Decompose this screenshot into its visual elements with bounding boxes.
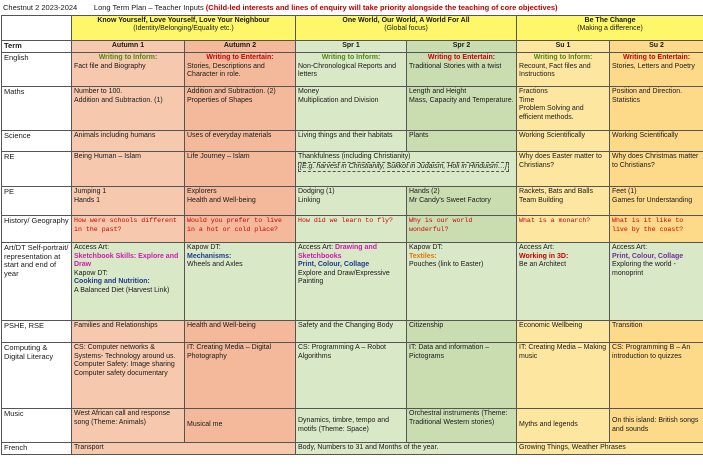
cell-science-spring-1: Living things and their habitats [296,131,407,152]
subject-label: Science [2,131,72,152]
cell-re-autumn-1: Being Human – Islam [72,152,185,187]
cell-maths-spring-1: Money Multiplication and Division [296,87,407,131]
cell-maths-autumn-1: Number to 100. Addition and Subtraction. (1) [72,87,185,131]
theme-band-spring: One World, Our World, A World For All (Global focus) [296,16,517,41]
cell-pshe-spring-1: Safety and the Changing Body [296,321,407,343]
subject-label: Maths [2,87,72,131]
term-spring-2: Spr 2 [407,41,517,53]
cell-english-spring-2: Writing to Entertain: Traditional Stories with a twist [407,53,517,87]
cell-english-autumn-2: Writing to Entertain: Stories, Descriptions and Character in role. [185,53,296,87]
term-label: Term [2,41,72,53]
cell-art-summer-1: Access Art: Working in 3D: Be an Architect [517,243,610,321]
plan-name: Long Term Plan – Teacher Inputs [93,3,204,12]
cell-computing-summer-1: IT: Creating Media – Making music [517,343,610,409]
subject-label: PSHE, RSE [2,321,72,343]
term-spring-1: Spr 1 [296,41,407,53]
term-autumn-1: Autumn 1 [72,41,185,53]
cell-computing-spring-1: CS: Programming A – Robot Algorithms [296,343,407,409]
cell-music-spring-1: Dynamics, timbre, tempo and motifs (Theme: Space) [296,409,407,443]
school-year: Chestnut 2 2023-2024 [3,3,78,12]
cell-music-summer-2: On this island: British songs and sounds [610,409,703,443]
cell-english-summer-1: Writing to Inform: Recount, Fact files and Instructions [517,53,610,87]
cell-history-summer-2: What is it like to live by the coast? [610,216,703,243]
cell-maths-autumn-2: Addition and Subtraction. (2) Properties of Shapes [185,87,296,131]
blank-corner [2,16,72,41]
theme-band-row [2,16,703,41]
row-art-dt [2,243,703,321]
plan-table [1,15,703,455]
term-autumn-2: Autumn 2 [185,41,296,53]
cell-history-summer-1: What is a monarch? [517,216,610,243]
cell-pshe-summer-2: Transition [610,321,703,343]
cell-science-summer-2: Working Scientifically [610,131,703,152]
cell-pe-summer-1: Rackets, Bats and Balls Team Building [517,187,610,216]
cell-re-autumn-2: Life Journey – Islam [185,152,296,187]
row-re [2,152,703,187]
cell-computing-autumn-2: IT: Creating Media – Digital Photography [185,343,296,409]
row-science [2,131,703,152]
cell-art-autumn-1: Access Art: Sketchbook Skills: Explore and Draw Kapow DT: Cooking and Nutrition: A Balanced Diet (Harvest Link) [72,243,185,321]
row-music [2,409,703,443]
theme-band-summer: Be The Change (Making a difference) [517,16,703,41]
cell-art-spring-2: Kapow DT: Textiles: Pouches (link to Easter) [407,243,517,321]
cell-art-spring-1: Access Art: Drawing and Sketchbooks Print, Colour, Collage Explore and Draw/Expressive Painting [296,243,407,321]
cell-pe-summer-2: Feet (1) Games for Understanding [610,187,703,216]
cell-maths-summer-1: Fractions Time Problem Solving and efficient methods. [517,87,610,131]
cell-music-spring-2: Orchestral instruments (Theme: Traditional Western stories) [407,409,517,443]
cell-french-spring: Body, Numbers to 31 and Months of the year. [296,443,517,455]
cell-music-autumn-1: West African call and response song (Theme: Animals) [72,409,185,443]
priority-note: (Child-led interests and lines of enquiry will take priority alongside the teaching of core objectives) [205,3,558,12]
row-maths [2,87,703,131]
cell-science-spring-2: Plants [407,131,517,152]
cell-pe-spring-2: Hands (2) Mr Candy's Sweet Factory [407,187,517,216]
cell-english-autumn-1: Writing to Inform: Fact file and Biography [72,53,185,87]
cell-science-autumn-2: Uses of everyday materials [185,131,296,152]
term-header-row [2,41,703,53]
cell-french-summer: Growing Things, Weather Phrases [517,443,703,455]
row-french [2,443,703,455]
cell-re-spring: Thankfulness (including Christianity) [E.g. harvest in Christianity, Sukkot in Judaism, Holi in Hinduism…] [296,152,517,187]
cell-computing-spring-2: IT: Data and information – Pictograms [407,343,517,409]
subject-label: RE [2,152,72,187]
cell-history-autumn-1: How were schools different in the past? [72,216,185,243]
row-computing [2,343,703,409]
row-pshe-rse [2,321,703,343]
cell-music-autumn-2: Musical me [185,409,296,443]
cell-history-autumn-2: Would you prefer to live in a hot or cold place? [185,216,296,243]
cell-pe-autumn-2: Explorers Health and Well-being [185,187,296,216]
subject-label: PE [2,187,72,216]
term-summer-2: Su 2 [610,41,703,53]
cell-maths-summer-2: Position and Direction. Statistics [610,87,703,131]
cell-computing-summer-2: CS: Programming B – An introduction to quizzes [610,343,703,409]
subject-label: Computing & Digital Literacy [2,343,72,409]
document-title [0,0,703,15]
subject-label: History/ Geography [2,216,72,243]
subject-label: English [2,53,72,87]
cell-music-summer-1: Myths and legends [517,409,610,443]
cell-pshe-autumn-1: Families and Relationships [72,321,185,343]
cell-pshe-autumn-2: Health and Well-being [185,321,296,343]
cell-english-spring-1: Writing to Inform: Non-Chronological Reports and letters [296,53,407,87]
term-summer-1: Su 1 [517,41,610,53]
cell-french-autumn: Transport [72,443,296,455]
subject-label: Art/DT Self-portrait/ representation at start and end of year [2,243,72,321]
cell-art-summer-2: Access Art: Print, Colour, Collage Exploring the world - monoprint [610,243,703,321]
cell-computing-autumn-1: CS: Computer networks & Systems- Technology around us. Computer Safety: Image sharing Computer safety documentary [72,343,185,409]
row-english [2,53,703,87]
cell-history-spring-2: Why is our world wonderful? [407,216,517,243]
cell-english-summer-2: Writing to Entertain: Stories, Letters and Poetry [610,53,703,87]
subject-label: French [2,443,72,455]
subject-label: Music [2,409,72,443]
cell-science-autumn-1: Animals including humans [72,131,185,152]
row-pe [2,187,703,216]
cell-re-summer-2: Why does Christmas matter to Christians? [610,152,703,187]
cell-pshe-spring-2: Citizenship [407,321,517,343]
cell-pshe-summer-1: Economic Wellbeing [517,321,610,343]
cell-pe-spring-1: Dodging (1) Linking [296,187,407,216]
cell-maths-spring-2: Length and Height Mass, Capacity and Temperature. [407,87,517,131]
theme-band-autumn: Know Yourself, Love Yourself, Love Your Neighbour (Identity/Belonging/Equality etc.) [72,16,296,41]
cell-art-autumn-2: Kapow DT: Mechanisms: Wheels and Axles [185,243,296,321]
cell-pe-autumn-1: Jumping 1 Hands 1 [72,187,185,216]
cell-re-summer-1: Why does Easter matter to Christians? [517,152,610,187]
cell-science-summer-1: Working Scientifically [517,131,610,152]
row-history-geography [2,216,703,243]
cell-history-spring-1: How did we learn to fly? [296,216,407,243]
